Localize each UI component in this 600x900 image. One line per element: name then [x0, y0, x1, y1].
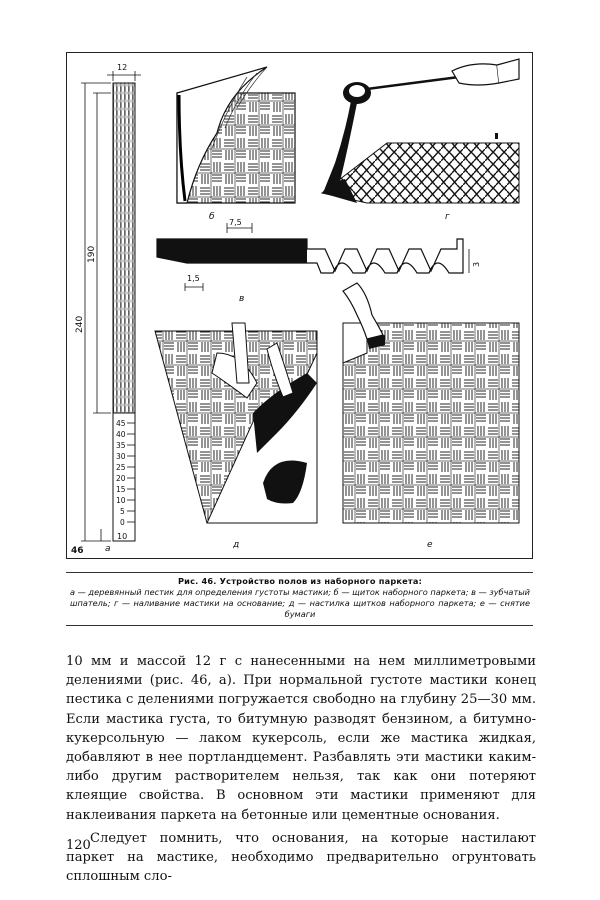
caption-rule-bottom — [66, 625, 533, 626]
label-panel-v: в — [239, 294, 245, 304]
label-panel-d: д — [233, 540, 240, 550]
panel-e-removing-paper — [343, 283, 519, 523]
scale-mark: 15 — [116, 485, 126, 494]
scale-mark: 45 — [116, 419, 126, 428]
panel-a-pestle — [81, 71, 141, 541]
label-panel-e: е — [427, 540, 433, 550]
paragraph-2: Следует помнить, что основания, на которые настилают паркет на мастике, необходимо предварительно огрунтовать сплошным сло- — [66, 830, 536, 885]
panel-b-parquet-shield — [177, 67, 295, 203]
figure-illustration — [67, 53, 534, 560]
dim-lower-height: 10 — [117, 532, 128, 541]
dim-tooth-gap: 1,5 — [187, 274, 200, 283]
paragraph-1: 10 мм и массой 12 г с нанесенными на нем миллиметровыми делениями (рис. 46, а). При нормальной густоте мастики конец пестика с делениями погружается свободно на глубину 25—30 мм. Если мастика густа, то битумную разводят бензином, а битумно-кукерсольную — лаком кукерсоль, если же мастика жидкая, добавляют в нее портландцемент. Разбавлять эти мастики каким-либо другим растворителем нельзя, так как они потеряют клеящие свойства. В основном эти мастики применяют для наклеивания паркета на бетонные или цементные основания. — [66, 654, 536, 823]
body-text — [66, 652, 536, 886]
label-panel-g: г — [445, 212, 450, 222]
scale-mark: 25 — [116, 463, 126, 472]
dim-total-height: 240 — [75, 315, 85, 333]
label-panel-b: б — [209, 212, 215, 222]
figure-caption — [70, 576, 530, 620]
scale-mark: 40 — [116, 430, 126, 439]
scale-mark: 35 — [116, 441, 126, 450]
caption-title: Рис. 46. Устройство полов из наборного паркета: — [177, 576, 423, 586]
scale-zero: 0 — [120, 518, 125, 527]
scale-mark: 5 — [120, 507, 125, 516]
label-panel-a: а — [105, 544, 111, 554]
scale-mark: 30 — [116, 452, 126, 461]
caption-text: а — деревянный пестик для определения густоты мастики; б — щиток наборного паркета; в — зубчатый шпатель; г — наливание мастики на основание; д — настилка щитков наборного паркета; е — снятие бумаги — [70, 587, 530, 619]
dim-tooth-width: 7,5 — [229, 218, 242, 227]
page-number: 120 — [66, 838, 91, 853]
panel-d-laying-shields — [155, 323, 317, 523]
figure-46 — [66, 52, 533, 559]
scale-mark: 10 — [116, 496, 126, 505]
panel-g-pouring-mastic — [322, 59, 519, 203]
dim-tooth-height: 3 — [472, 261, 481, 267]
dim-upper-height: 190 — [87, 245, 97, 263]
scale-mark: 20 — [116, 474, 126, 483]
panel-v-toothed-spatula — [157, 223, 469, 291]
dim-top-width: 12 — [117, 63, 128, 72]
figure-number: 46 — [71, 546, 84, 556]
caption-rule-top — [66, 572, 533, 573]
